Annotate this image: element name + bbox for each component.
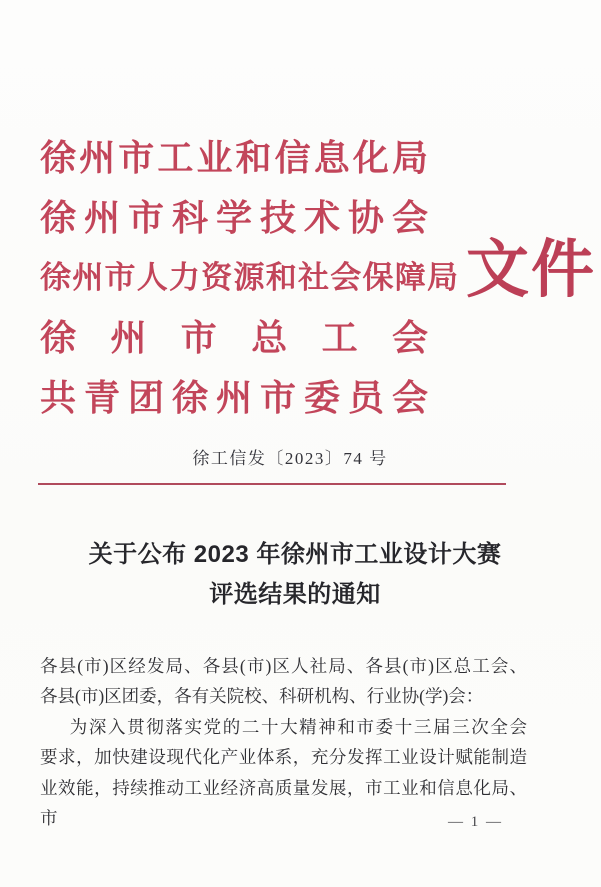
paragraph-line: 业效能，持续推动工业经济高质量发展，市工业和信息化局、市 (40, 777, 527, 829)
org-name-human-resources-bureau: 徐州市人力资源和社会保障局 (40, 260, 458, 295)
document-title (40, 535, 550, 615)
document-reference-number: 徐工信发〔2023〕74 号 (192, 449, 388, 468)
org-name-science-technology-association: 徐州市科学技术协会 (40, 198, 428, 238)
org-name-federation-trade-unions: 徐州市总工会 (40, 318, 428, 358)
document-title-line-1: 关于公布 2023 年徐州市工业设计大赛 (88, 541, 502, 568)
org-name-industry-information-bureau: 徐州市工业和信息化局 (40, 138, 428, 178)
document-type-label: 文件 (466, 234, 596, 305)
paragraph-line: 要求，加快建设现代化产业体系，充分发挥工业设计赋能制造 (40, 747, 527, 768)
org-name-communist-youth-league: 共青团徐州市委员会 (40, 378, 428, 418)
document-body (40, 651, 527, 833)
page-number: — 1 — (448, 814, 503, 830)
paragraph-line: 为深入贯彻落实党的二十大精神和市委十三届三次全会 (69, 716, 527, 737)
document-title-line-2: 评选结果的通知 (209, 581, 381, 608)
salutation-line: 各县(市)区团委，各有关院校、科研机构、行业协(学)会： (40, 686, 484, 707)
red-divider-line (38, 483, 506, 485)
letterhead (40, 128, 596, 428)
issuing-organizations (40, 128, 460, 428)
salutation-line: 各县(市)区经发局、各县(市)区人社局、各县(市)区总工会、 (40, 656, 527, 676)
